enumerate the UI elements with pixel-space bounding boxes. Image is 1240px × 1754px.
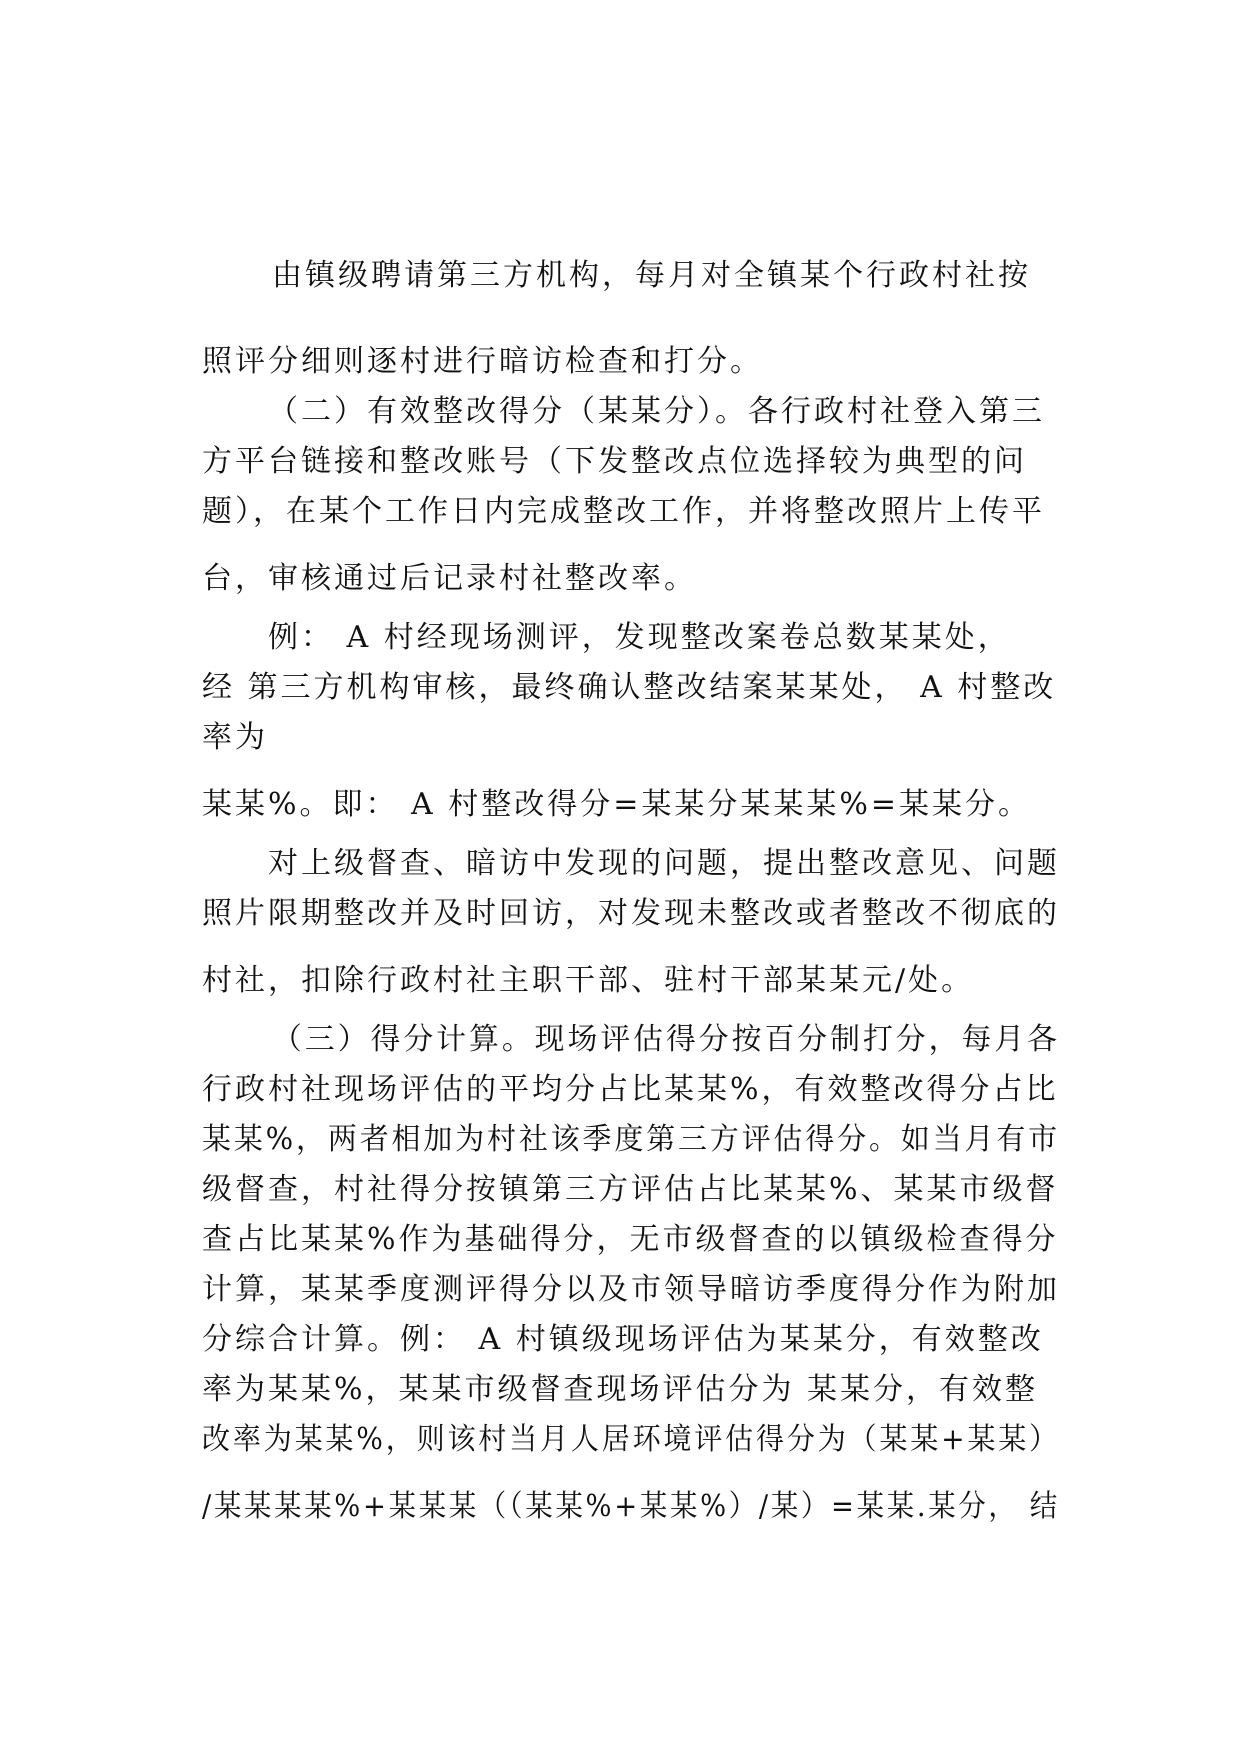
text-line-3 <box>0 388 1240 436</box>
text-line-23-content: /某某某某%+某某某（（某某%+某某%）/某）=某某.某分， 结 <box>202 1489 1061 1524</box>
text-line-14-content: （三）得分计算。现场评估得分按百分制打分，每月各 <box>272 1022 1060 1057</box>
text-line-8 <box>0 664 1240 712</box>
text-line-7 <box>0 614 1240 662</box>
text-line-11 <box>0 840 1240 888</box>
text-line-9 <box>0 714 1240 762</box>
text-line-15-content: 行政村社现场评估的平均分占比某某%，有效整改得分占比 <box>202 1072 1059 1107</box>
text-line-13 <box>0 957 1240 1005</box>
text-line-10-content: 某某%。即： A 村整改得分=某某分某某某%=某某分。 <box>202 787 1032 822</box>
text-line-19 <box>0 1266 1240 1314</box>
text-line-21 <box>0 1366 1240 1414</box>
text-line-3-content: （二）有效整改得分（某某分）。各行政村社登入第三 <box>268 394 1045 429</box>
text-line-8-content: 经 第三方机构审核，最终确认整改结案某某处， A 村整改 <box>202 670 1057 705</box>
text-line-14 <box>0 1016 1240 1064</box>
text-line-7-content: 例： A 村经现场测评，发现整改案卷总数某某处， <box>268 620 1011 655</box>
text-line-6-content: 台，审核通过后记录村社整改率。 <box>202 561 697 596</box>
text-line-2 <box>0 338 1240 386</box>
text-line-1-content: 由镇级聘请第三方机构，每月对全镇某个行政村社按 <box>272 258 1031 293</box>
text-line-5 <box>0 488 1240 536</box>
text-line-1 <box>0 252 1240 300</box>
text-line-19-content: 计算，某某季度测评得分以及市领导暗访季度得分作为附加 <box>202 1272 1060 1307</box>
text-line-4-content: 方平台链接和整改账号（下发整改点位选择较为典型的问 <box>202 444 1027 479</box>
text-line-16-content: 某某%，两者相加为村社该季度第三方评估得分。如当月有市 <box>202 1122 1061 1157</box>
text-line-2-content: 照评分细则逐村进行暗访检查和打分。 <box>202 344 763 379</box>
text-line-17-content: 级督查，村社得分按镇第三方评估占比某某%、某某市级督 <box>202 1172 1059 1207</box>
text-line-12 <box>0 890 1240 938</box>
text-line-18 <box>0 1216 1240 1264</box>
text-line-13-content: 村社，扣除行政村社主职干部、驻村干部某某元/处。 <box>202 963 975 998</box>
text-line-18-content: 查占比某某%作为基础得分，无市级督查的以镇级检查得分 <box>202 1222 1059 1257</box>
text-line-22 <box>0 1416 1240 1464</box>
text-line-4 <box>0 438 1240 486</box>
text-line-5-content: 题），在某个工作日内完成整改工作，并将整改照片上传平 <box>202 494 1045 529</box>
text-line-20 <box>0 1316 1240 1364</box>
text-line-23 <box>0 1483 1240 1531</box>
text-line-22-content: 改率为某某%，则该村当月人居环境评估得分为（某某+某某） <box>202 1422 1061 1457</box>
text-line-11-content: 对上级督查、暗访中发现的问题，提出整改意见、问题 <box>268 846 1060 881</box>
text-line-9-content: 率为 <box>202 720 268 755</box>
text-line-10 <box>0 781 1240 829</box>
text-line-17 <box>0 1166 1240 1214</box>
text-line-20-content: 分综合计算。例： A 村镇级现场评估为某某分，有效整改 <box>202 1322 1044 1357</box>
text-line-15 <box>0 1066 1240 1114</box>
text-line-21-content: 率为某某%，某某市级督查现场评估分为 某某分，有效整 <box>202 1372 1039 1407</box>
text-line-16 <box>0 1116 1240 1164</box>
text-line-12-content: 照片限期整改并及时回访，对发现未整改或者整改不彻底的 <box>202 896 1060 931</box>
text-line-6 <box>0 555 1240 603</box>
